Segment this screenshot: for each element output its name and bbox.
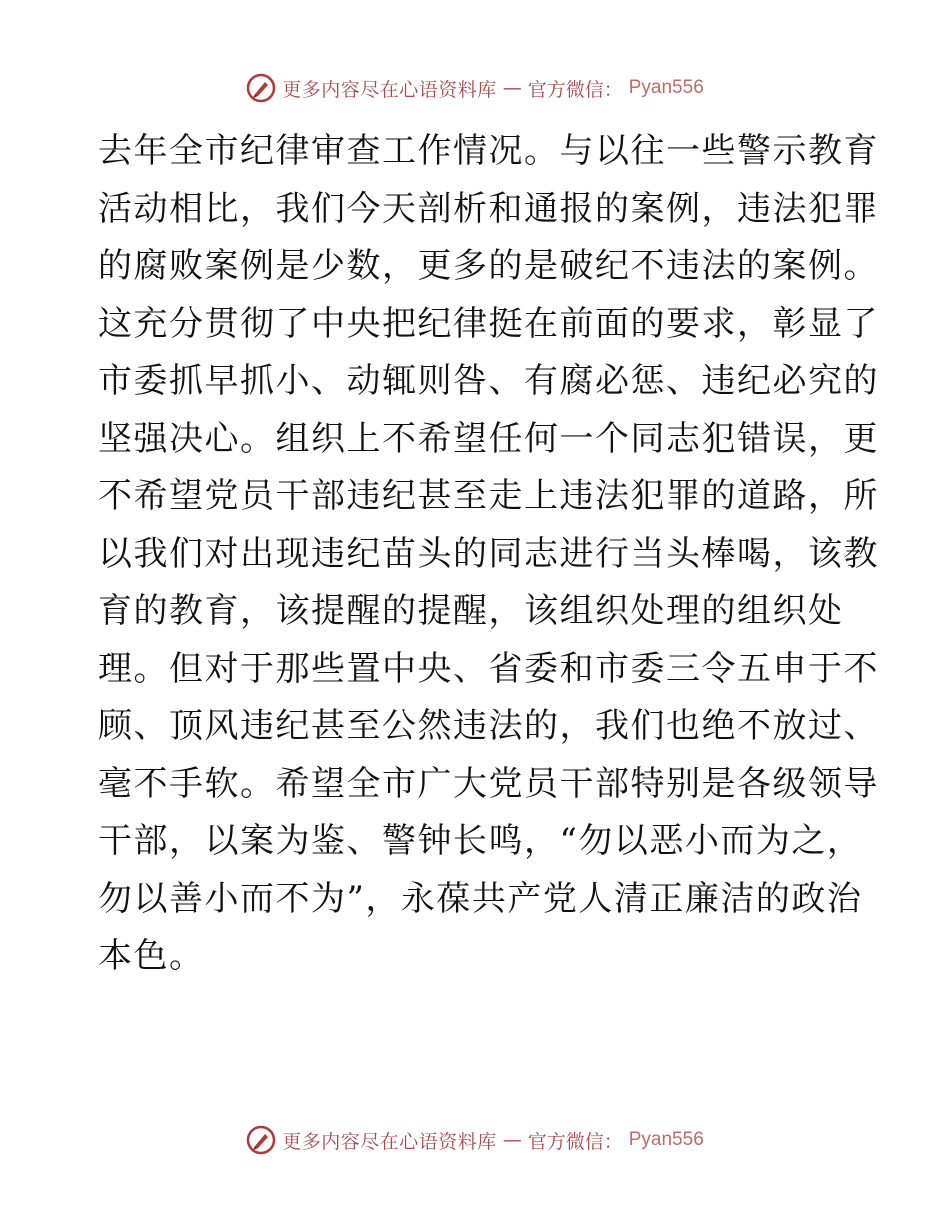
paragraph-line: 理。但对于那些置中央、省委和市委三令五申于不 — [98, 648, 879, 689]
paragraph-line: 以我们对出现违纪苗头的同志进行当头棒喝，该教 — [98, 533, 879, 574]
paragraph-line: 勿以善小而不为”，永葆共产党人清正廉洁的政治 — [98, 878, 863, 919]
footer-watermark — [0, 1125, 950, 1155]
paragraph-line: 本色。 — [98, 936, 205, 976]
watermark-wechat-label: 官方微信： — [527, 1130, 623, 1153]
paragraph-line: 活动相比，我们今天剖析和通报的案例，违法犯罪 — [98, 188, 879, 229]
document-body — [98, 123, 879, 986]
paragraph-line: 毫不手软。希望全市广大党员干部特别是各级领导 — [98, 763, 879, 804]
paragraph-line: 的腐败案例是少数，更多的是破纪不违法的案例。 — [98, 246, 879, 286]
paragraph-line: 顾、顶风违纪甚至公然违法的，我们也绝不放过、 — [98, 706, 879, 746]
paragraph-line: 不希望党员干部违纪甚至走上违法犯罪的道路，所 — [98, 476, 879, 516]
watermark-wechat-label: 官方微信： — [527, 78, 623, 101]
paragraph-line: 这充分贯彻了中央把纪律挺在前面的要求，彰显了 — [98, 303, 879, 344]
watermark-wechat-id: Pyan556 — [628, 77, 704, 98]
header-watermark — [0, 73, 950, 103]
paragraph-line: 育的教育，该提醒的提醒，该组织处理的组织处 — [98, 591, 844, 631]
watermark-separator: — — [502, 77, 522, 99]
paragraph-line: 去年全市纪律审查工作情况。与以往一些警示教育 — [98, 131, 879, 171]
watermark-main-text: 更多内容尽在心语资料库 — [282, 78, 497, 101]
pen-logo-icon — [246, 73, 276, 103]
pen-logo-icon — [246, 1125, 276, 1155]
watermark-wechat-id: Pyan556 — [628, 1129, 704, 1150]
watermark-main-text: 更多内容尽在心语资料库 — [282, 1130, 497, 1153]
paragraph-line: 市委抓早抓小、动辄则咎、有腐必惩、违纪必究的 — [98, 361, 879, 401]
watermark-separator: — — [502, 1129, 522, 1151]
paragraph-line: 坚强决心。组织上不希望任何一个同志犯错误，更 — [98, 418, 879, 459]
paragraph-line: 干部，以案为鉴、警钟长鸣，“勿以恶小而为之， — [98, 821, 863, 861]
